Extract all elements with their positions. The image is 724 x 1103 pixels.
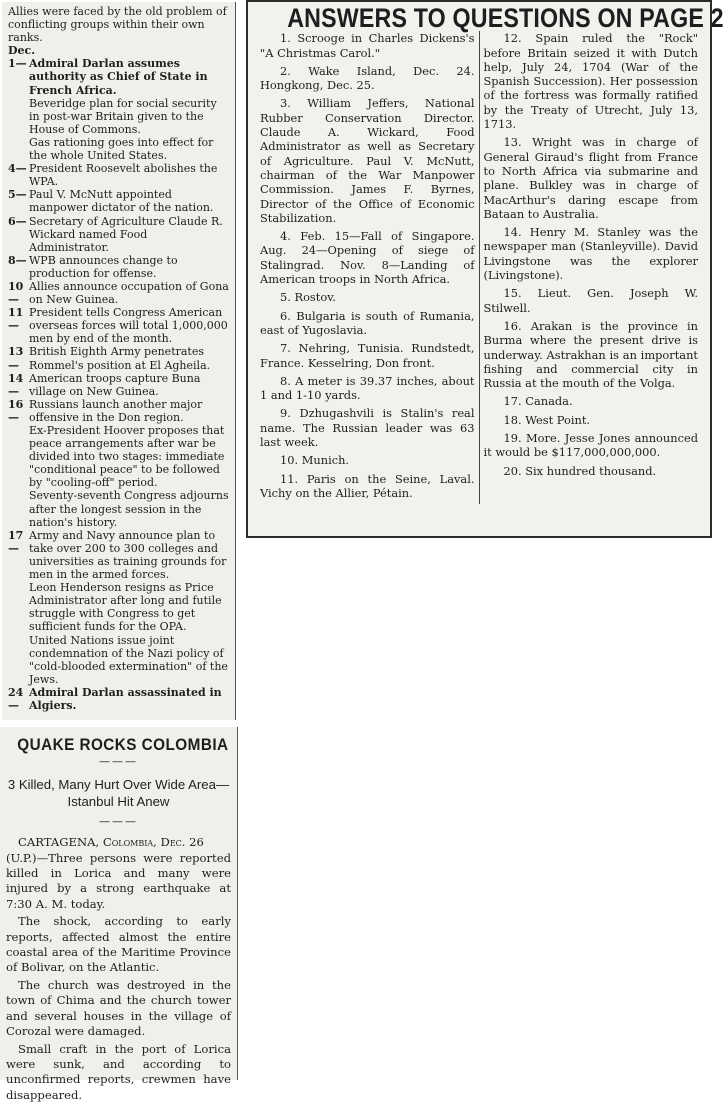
answer-item: 12. Spain ruled the "Rock" before Britain seized it with Dutch help, July 24, 1704 (War of the Spanish Succession). Her possession of the fortress was formally ratified by the Treaty of Utrecht, July 13, 1713. <box>484 31 699 131</box>
chronology-entry <box>8 215 230 254</box>
quake-paragraph: —Three persons were reported killed in Lorica and many were injured by a strong earthquake at 7:30 A. M. today. <box>6 851 231 911</box>
answers-title: ANSWERS TO QUESTIONS ON PAGE 2 <box>287 11 671 25</box>
answer-item: 11. Paris on the Seine, Laval. Vichy on the Allier, Pétain. <box>260 472 475 501</box>
entry-text: Admiral Darlan assassinated in Algiers. <box>29 686 230 712</box>
answers-columns <box>256 31 702 504</box>
chronology-entry <box>8 306 230 345</box>
chronology-entry <box>8 345 230 371</box>
quake-lead-paragraph <box>6 835 231 912</box>
entry-day: 1— <box>8 57 29 96</box>
entry-day <box>8 97 29 136</box>
entry-text: Ex-President Hoover proposes that peace arrangements after war be divided into two stages: immediate "conditional peace" to be followed by "cooling-off" period. <box>29 424 230 489</box>
entry-day: 11— <box>8 306 29 345</box>
answer-item: 17. Canada. <box>484 394 699 408</box>
quake-deck: 3 Killed, Many Hurt Over Wide Area—Istanbul Hit Anew <box>6 776 231 810</box>
entry-day: 6— <box>8 215 29 254</box>
answer-item: 20. Six hundred thousand. <box>484 464 699 478</box>
answer-item: 1. Scrooge in Charles Dickens's "A Christmas Carol." <box>260 31 475 60</box>
entry-day: 14— <box>8 372 29 398</box>
chronology-entry <box>8 57 230 96</box>
quake-paragraph: Small craft in the port of Lorica were sunk, and according to unconfirmed reports, crewmen have disappeared. <box>6 1042 231 1103</box>
chronology-entry <box>8 489 230 528</box>
answers-left-column <box>256 31 479 504</box>
answer-item: 2. Wake Island, Dec. 24. Hongkong, Dec. 25. <box>260 64 475 93</box>
chronology-entry <box>8 97 230 136</box>
answer-item: 10. Munich. <box>260 453 475 467</box>
answer-item: 5. Rostov. <box>260 290 475 304</box>
entry-day <box>8 424 29 489</box>
chronology-entries <box>8 57 230 712</box>
entry-text: President Roosevelt abolishes the WPA. <box>29 162 230 188</box>
answer-item: 15. Lieut. Gen. Joseph W. Stilwell. <box>484 286 699 315</box>
answer-item: 19. More. Jesse Jones announced it would be $117,000,000,000. <box>484 431 699 460</box>
chronology-clipping <box>2 2 236 720</box>
entry-day: 13— <box>8 345 29 371</box>
answer-item: 4. Feb. 15—Fall of Singapore. Aug. 24—Opening of siege of Stalingrad. Nov. 8—Landing of American troops in North Africa. <box>260 229 475 286</box>
quake-paragraph: The shock, according to early reports, affected almost the entire coastal area of the Maritime Province of Bolivar, on the Atlantic. <box>6 914 231 976</box>
chronology-entry <box>8 398 230 424</box>
chronology-entry <box>8 136 230 162</box>
chronology-entry <box>8 254 230 280</box>
entry-day: 10— <box>8 280 29 306</box>
chronology-entry <box>8 529 230 581</box>
answer-item: 8. A meter is 39.37 inches, about 1 and 1-10 yards. <box>260 374 475 403</box>
answer-item: 13. Wright was in charge of General Giraud's flight from France to North Africa via submarine and plane. Bulkley was in charge of MacArthur's daring escape from Bataan to Australia. <box>484 135 699 221</box>
entry-text: Paul V. McNutt appointed manpower dictator of the nation. <box>29 188 230 214</box>
chronology-entry <box>8 188 230 214</box>
entry-text: Admiral Darlan assumes authority as Chief of State in French Africa. <box>29 57 230 96</box>
chronology-entry <box>8 162 230 188</box>
entry-day: 8— <box>8 254 29 280</box>
chronology-entry <box>8 372 230 398</box>
entry-day <box>8 489 29 528</box>
chronology-entry <box>8 424 230 489</box>
entry-text: American troops capture Buna village on New Guinea. <box>29 372 230 398</box>
answer-item: 14. Henry M. Stanley was the newspaper man (Stanleyville). David Livingstone was the explorer (Livingstone). <box>484 225 699 282</box>
answers-right-column <box>479 31 703 504</box>
entry-day <box>8 136 29 162</box>
entry-text: WPB announces change to production for offense. <box>29 254 230 280</box>
entry-text: Secretary of Agriculture Claude R. Wickard named Food Administrator. <box>29 215 230 254</box>
entry-text: Seventy-seventh Congress adjourns after the longest session in the nation's history. <box>29 489 230 528</box>
quake-agency: (U.P.) <box>6 851 37 865</box>
chronology-entry <box>8 581 230 633</box>
entry-text: Beveridge plan for social security in post-war Britain given to the House of Commons. <box>29 97 230 136</box>
entry-day <box>8 581 29 633</box>
entry-day <box>8 634 29 686</box>
answer-item: 7. Nehring, Tunisia. Rundstedt, France. Kesselring, Don front. <box>260 341 475 370</box>
entry-day: 17— <box>8 529 29 581</box>
chronology-entry <box>8 280 230 306</box>
chronology-month: Dec. <box>8 44 230 57</box>
quake-dateline: CARTAGENA, Colombia, Dec. 26 <box>18 835 204 849</box>
deck-divider: ——— <box>6 814 231 829</box>
answer-item: 6. Bulgaria is south of Rumania, east of Yugoslavia. <box>260 309 475 338</box>
quake-paragraph: The church was destroyed in the town of Chima and the church tower and several houses in the village of Corozal were damaged. <box>6 978 231 1040</box>
entry-text: British Eighth Army penetrates Rommel's position at El Agheila. <box>29 345 230 371</box>
chronology-entry <box>8 634 230 686</box>
entry-text: Army and Navy announce plan to take over 200 to 300 colleges and universities as training grounds for men in the armed forces. <box>29 529 230 581</box>
entry-day: 4— <box>8 162 29 188</box>
quake-article <box>0 727 238 1080</box>
answer-item: 16. Arakan is the province in Burma where the present drive is underway. Astrakhan is an important fishing and commercial city in Russia at the mouth of the Volga. <box>484 319 699 390</box>
entry-day: 24— <box>8 686 29 712</box>
answer-item: 18. West Point. <box>484 413 699 427</box>
entry-text: Russians launch another major offensive in the Don region. <box>29 398 230 424</box>
answer-item: 9. Dzhugashvili is Stalin's real name. The Russian leader was 63 last week. <box>260 406 475 449</box>
entry-day: 16— <box>8 398 29 424</box>
column-rule <box>235 2 236 720</box>
entry-text: Allies announce occupation of Gona on New Guinea. <box>29 280 230 306</box>
entry-text: United Nations issue joint condemnation of the Nazi policy of "cold-blooded extermination" of the Jews. <box>29 634 230 686</box>
entry-text: Leon Henderson resigns as Price Administrator after long and futile struggle with Congress to get sufficient funds for the OPA. <box>29 581 230 633</box>
entry-text: President tells Congress American overseas forces will total 1,000,000 men by end of the month. <box>29 306 230 345</box>
entry-text: Gas rationing goes into effect for the whole United States. <box>29 136 230 162</box>
answers-box <box>246 0 712 538</box>
quake-headline: QUAKE ROCKS COLOMBIA <box>17 737 220 752</box>
entry-day: 5— <box>8 188 29 214</box>
answer-item: 3. William Jeffers, National Rubber Conservation Director. Claude A. Wickard, Food Administrator as well as Secretary of Agriculture. Paul V. McNutt, chairman of the War Manpower Commission. James F. Byrnes, Director of the Office of Economic Stabilization. <box>260 96 475 225</box>
chronology-intro: Allies were faced by the old problem of conflicting groups within their own ranks. <box>8 5 230 44</box>
headline-divider: ——— <box>6 754 231 769</box>
chronology-entry <box>8 686 230 712</box>
